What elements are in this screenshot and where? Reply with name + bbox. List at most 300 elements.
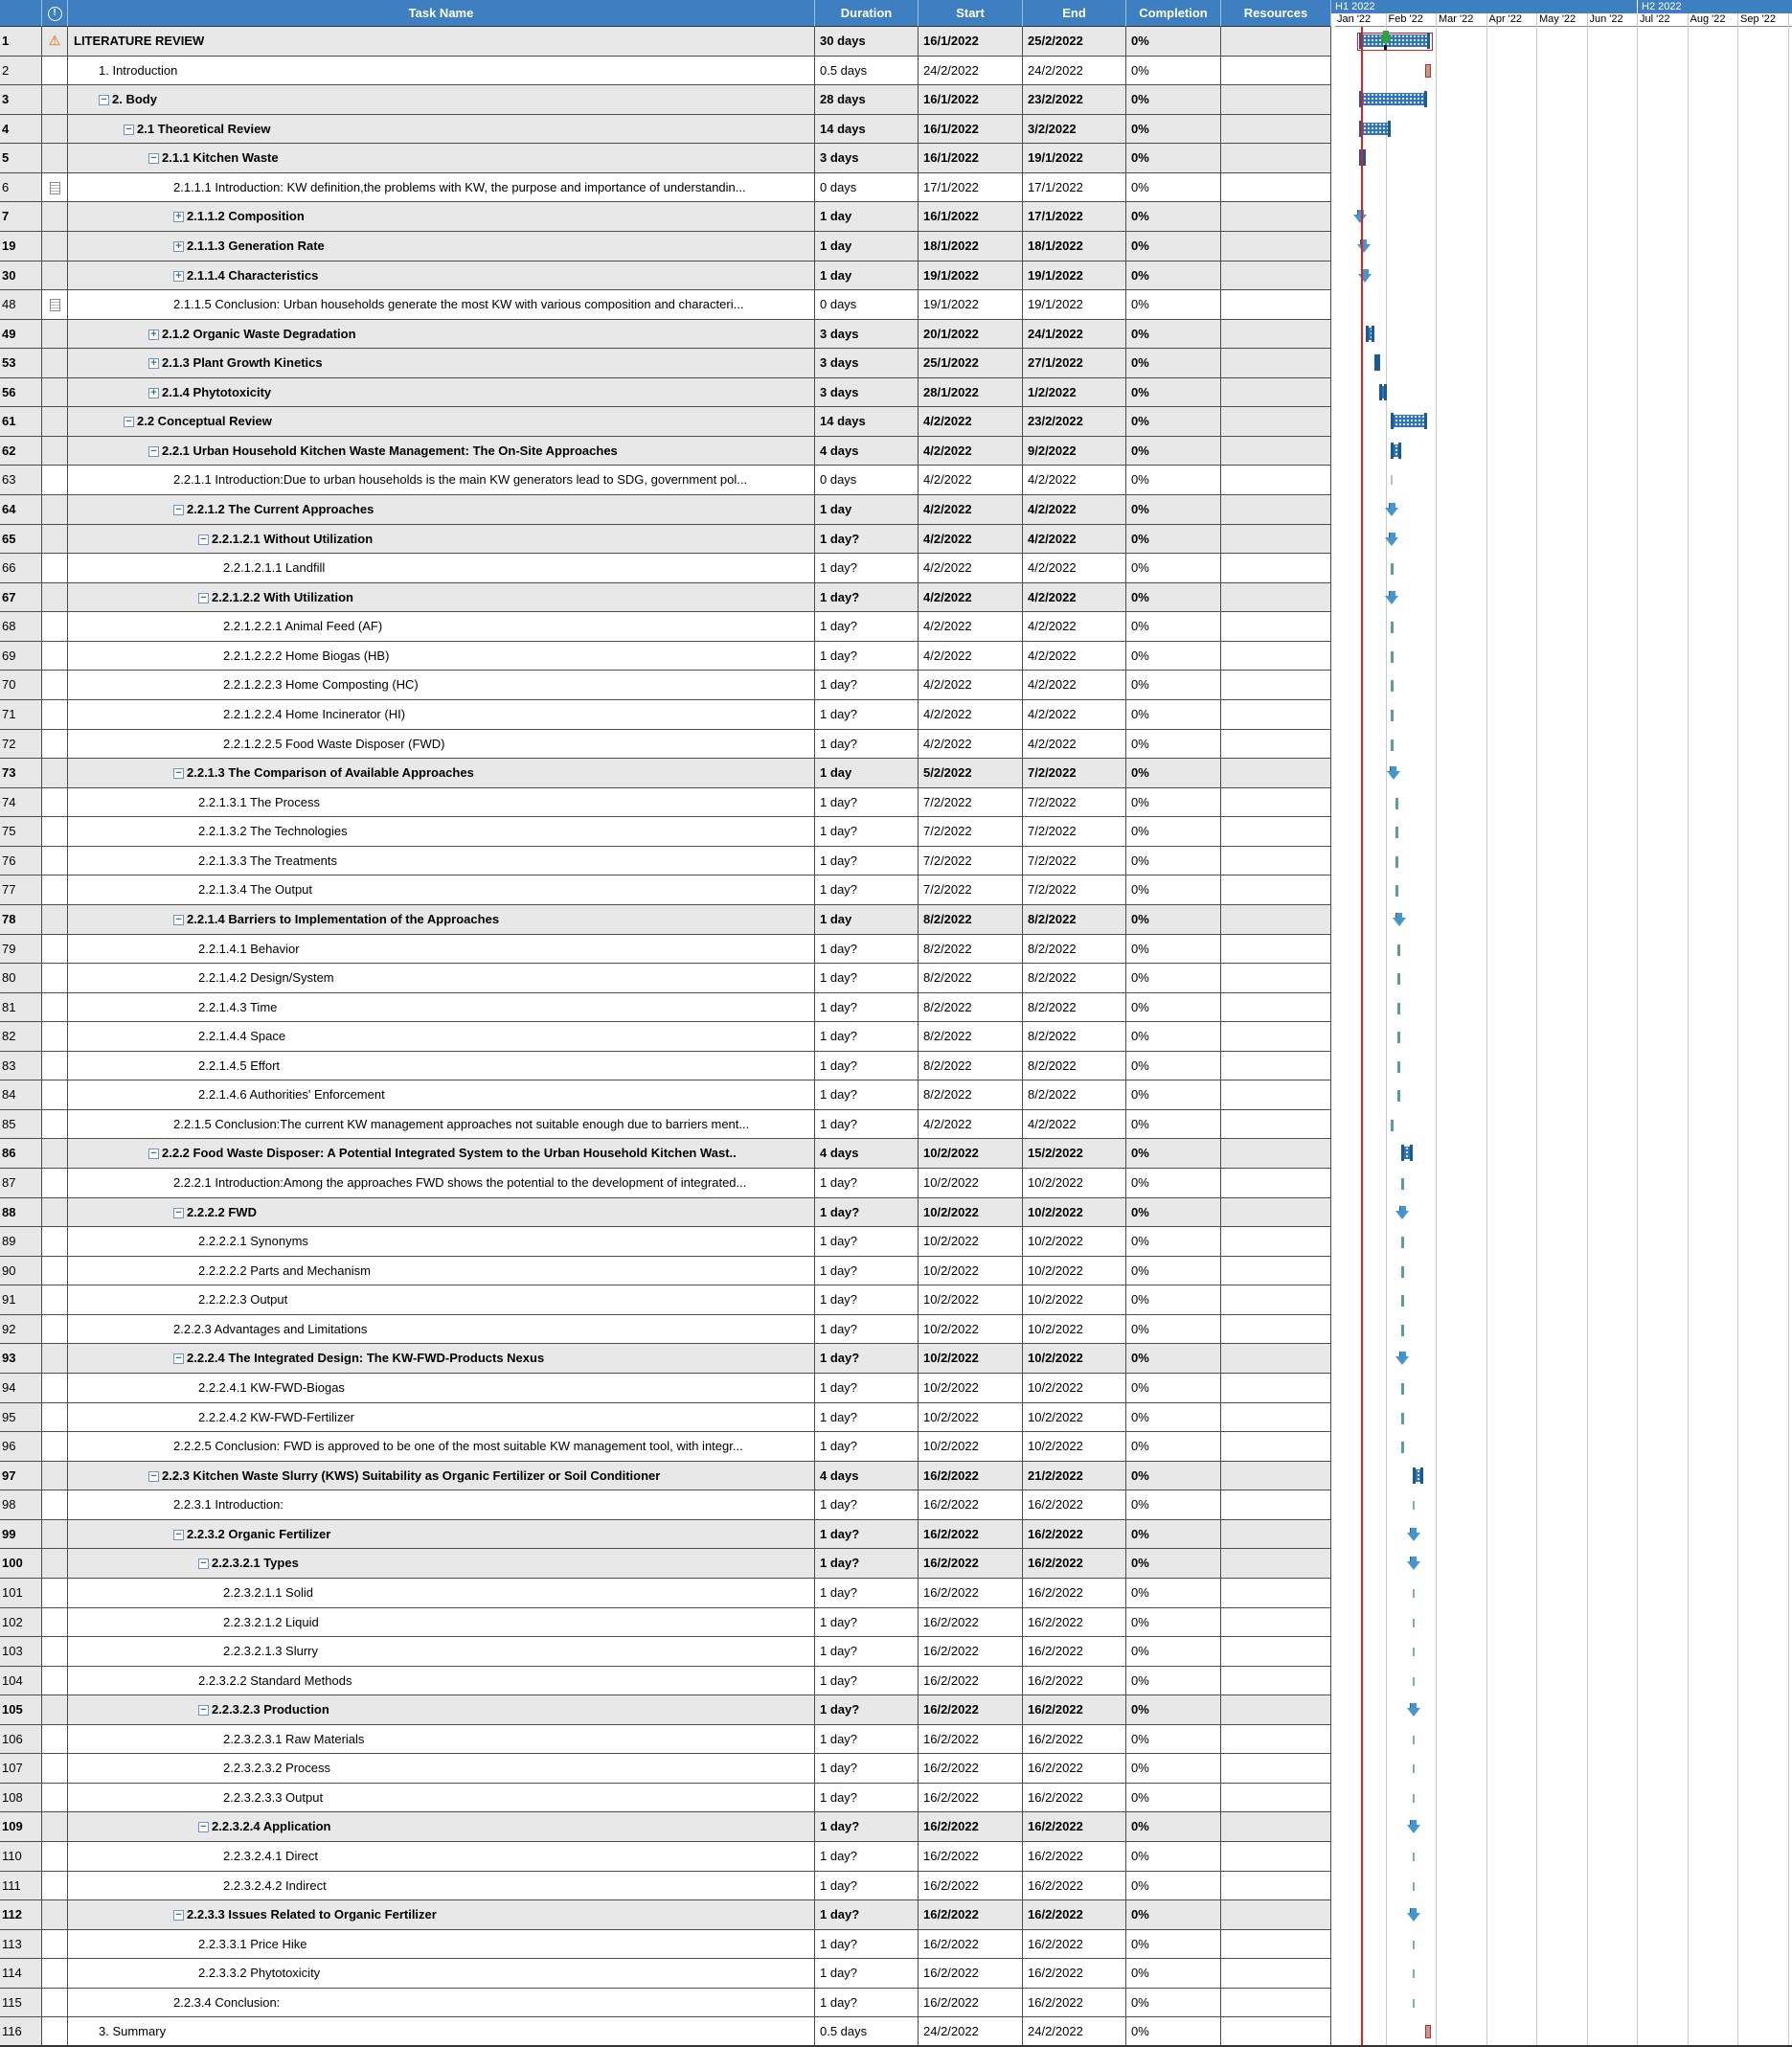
row-number-cell[interactable]: 66 <box>0 554 42 583</box>
row-number-cell[interactable]: 108 <box>0 1784 42 1813</box>
row-number-cell[interactable]: 93 <box>0 1344 42 1374</box>
task-name-cell[interactable]: 2.2.1.4.5 Effort <box>68 1052 815 1081</box>
collapse-icon[interactable]: − <box>148 153 159 164</box>
row-number-cell[interactable]: 61 <box>0 407 42 437</box>
row-number-cell[interactable]: 109 <box>0 1812 42 1842</box>
duration-cell[interactable]: 1 day? <box>815 1842 919 1872</box>
start-date-cell[interactable]: 25/1/2022 <box>919 349 1023 378</box>
end-date-cell[interactable]: 16/2/2022 <box>1023 1900 1126 1930</box>
completion-cell[interactable]: 0% <box>1126 1462 1221 1491</box>
task-name-cell[interactable]: 2.2.1.2.2.3 Home Composting (HC) <box>68 671 815 700</box>
row-number-cell[interactable]: 53 <box>0 349 42 378</box>
resources-cell[interactable] <box>1221 1432 1331 1462</box>
completion-header[interactable]: Completion <box>1126 0 1221 27</box>
duration-cell[interactable]: 1 day? <box>815 817 919 847</box>
task-dash-bar[interactable] <box>1397 1061 1400 1073</box>
duration-cell[interactable]: 1 day? <box>815 1403 919 1433</box>
resources-cell[interactable] <box>1221 115 1331 145</box>
end-date-cell[interactable]: 9/2/2022 <box>1023 437 1126 466</box>
task-name-cell[interactable]: − 2.2.1.4 Barriers to Implementation of the Approaches <box>68 905 815 935</box>
task-name-cell[interactable]: 2.2.2.4.1 KW-FWD-Biogas <box>68 1374 815 1403</box>
collapse-icon[interactable]: − <box>124 125 134 135</box>
start-date-cell[interactable]: 16/1/2022 <box>919 27 1023 57</box>
duration-cell[interactable]: 28 days <box>815 85 919 115</box>
collapsed-task-arrow[interactable] <box>1357 239 1371 253</box>
row-number-cell[interactable]: 106 <box>0 1725 42 1755</box>
expand-icon[interactable]: + <box>148 388 159 398</box>
completion-cell[interactable]: 0% <box>1126 876 1221 905</box>
collapse-icon[interactable]: − <box>198 1822 209 1832</box>
duration-cell[interactable]: 1 day? <box>815 1169 919 1198</box>
task-dash-bar[interactable] <box>1413 1853 1415 1861</box>
start-date-cell[interactable]: 16/2/2022 <box>919 1608 1023 1638</box>
row-number-cell[interactable]: 75 <box>0 817 42 847</box>
duration-cell[interactable]: 1 day? <box>815 583 919 613</box>
task-name-cell[interactable]: 2.2.2.2.1 Synonyms <box>68 1227 815 1257</box>
end-date-cell[interactable]: 8/2/2022 <box>1023 935 1126 965</box>
resources-cell[interactable] <box>1221 1315 1331 1345</box>
resources-cell[interactable] <box>1221 788 1331 818</box>
completion-cell[interactable]: 0% <box>1126 700 1221 730</box>
task-dash-bar[interactable] <box>1413 1999 1415 2008</box>
resources-cell[interactable] <box>1221 232 1331 262</box>
end-date-cell[interactable]: 27/1/2022 <box>1023 349 1126 378</box>
timeline-month-label[interactable]: Mar '22 <box>1436 13 1486 27</box>
completion-cell[interactable]: 0% <box>1126 525 1221 555</box>
end-date-cell[interactable]: 16/2/2022 <box>1023 1490 1126 1520</box>
summary-bar[interactable] <box>1391 444 1401 457</box>
start-date-cell[interactable]: 7/2/2022 <box>919 817 1023 847</box>
completion-cell[interactable]: 0% <box>1126 1285 1221 1315</box>
row-number-cell[interactable]: 82 <box>0 1022 42 1052</box>
collapse-icon[interactable]: − <box>173 505 184 515</box>
duration-cell[interactable]: 1 day? <box>815 554 919 583</box>
end-date-cell[interactable]: 16/2/2022 <box>1023 1812 1126 1842</box>
duration-cell[interactable]: 1 day? <box>815 1725 919 1755</box>
duration-cell[interactable]: 3 days <box>815 378 919 408</box>
resources-cell[interactable] <box>1221 466 1331 495</box>
start-date-cell[interactable]: 16/2/2022 <box>919 1637 1023 1667</box>
row-number-cell[interactable]: 113 <box>0 1930 42 1960</box>
completion-cell[interactable]: 0% <box>1126 788 1221 818</box>
end-date-cell[interactable]: 3/2/2022 <box>1023 115 1126 145</box>
completion-cell[interactable]: 0% <box>1126 1900 1221 1930</box>
row-number-cell[interactable]: 19 <box>0 232 42 262</box>
completion-cell[interactable]: 0% <box>1126 144 1221 173</box>
task-name-cell[interactable]: 2.2.1.4.3 Time <box>68 993 815 1023</box>
collapsed-task-arrow[interactable] <box>1407 1528 1420 1541</box>
completion-cell[interactable]: 0% <box>1126 1608 1221 1638</box>
resources-cell[interactable] <box>1221 1052 1331 1081</box>
duration-cell[interactable]: 1 day? <box>815 1900 919 1930</box>
resources-cell[interactable] <box>1221 1812 1331 1842</box>
task-dash-bar[interactable] <box>1401 1295 1404 1307</box>
task-dash-bar[interactable] <box>1413 1764 1415 1773</box>
completion-cell[interactable]: 0% <box>1126 1695 1221 1725</box>
resources-cell[interactable] <box>1221 57 1331 86</box>
start-date-cell[interactable]: 4/2/2022 <box>919 700 1023 730</box>
end-date-cell[interactable]: 16/2/2022 <box>1023 1725 1126 1755</box>
resources-cell[interactable] <box>1221 817 1331 847</box>
completion-cell[interactable]: 0% <box>1126 115 1221 145</box>
resources-cell[interactable] <box>1221 876 1331 905</box>
row-number-cell[interactable]: 70 <box>0 671 42 700</box>
completion-cell[interactable]: 0% <box>1126 1022 1221 1052</box>
resources-cell[interactable] <box>1221 1872 1331 1901</box>
start-date-cell[interactable]: 10/2/2022 <box>919 1315 1023 1345</box>
resources-cell[interactable] <box>1221 1198 1331 1228</box>
start-header[interactable]: Start <box>919 0 1023 27</box>
resources-cell[interactable] <box>1221 642 1331 671</box>
task-dash-bar[interactable] <box>1413 1677 1415 1686</box>
resources-cell[interactable] <box>1221 1022 1331 1052</box>
end-date-cell[interactable]: 8/2/2022 <box>1023 1052 1126 1081</box>
resources-cell[interactable] <box>1221 730 1331 760</box>
row-number-cell[interactable]: 73 <box>0 759 42 788</box>
duration-cell[interactable]: 4 days <box>815 1462 919 1491</box>
end-date-cell[interactable]: 19/1/2022 <box>1023 262 1126 291</box>
resources-cell[interactable] <box>1221 993 1331 1023</box>
start-date-cell[interactable]: 7/2/2022 <box>919 847 1023 876</box>
start-date-cell[interactable]: 4/2/2022 <box>919 1110 1023 1140</box>
row-number-cell[interactable]: 91 <box>0 1285 42 1315</box>
collapsed-task-arrow[interactable] <box>1407 1908 1420 1922</box>
duration-cell[interactable]: 0 days <box>815 290 919 320</box>
task-name-cell[interactable]: + 2.1.2 Organic Waste Degradation <box>68 320 815 350</box>
expand-icon[interactable]: + <box>173 271 184 282</box>
task-name-cell[interactable]: − 2.2.3 Kitchen Waste Slurry (KWS) Suitability as Organic Fertilizer or Soil Conditioner <box>68 1462 815 1491</box>
completion-cell[interactable]: 0% <box>1126 232 1221 262</box>
completion-cell[interactable]: 0% <box>1126 320 1221 350</box>
end-date-cell[interactable]: 10/2/2022 <box>1023 1374 1126 1403</box>
duration-cell[interactable]: 1 day? <box>815 730 919 760</box>
start-date-cell[interactable]: 10/2/2022 <box>919 1169 1023 1198</box>
completion-cell[interactable]: 0% <box>1126 993 1221 1023</box>
end-date-cell[interactable]: 4/2/2022 <box>1023 730 1126 760</box>
timeline-month-label[interactable]: Jul '22 <box>1637 13 1688 27</box>
task-name-cell[interactable]: + 2.1.1.3 Generation Rate <box>68 232 815 262</box>
end-date-cell[interactable]: 1/2/2022 <box>1023 378 1126 408</box>
resources-cell[interactable] <box>1221 964 1331 993</box>
resources-cell[interactable] <box>1221 759 1331 788</box>
completion-cell[interactable]: 0% <box>1126 1549 1221 1579</box>
resources-cell[interactable] <box>1221 1608 1331 1638</box>
row-number-cell[interactable]: 111 <box>0 1872 42 1901</box>
start-date-cell[interactable]: 8/2/2022 <box>919 1080 1023 1110</box>
end-date-cell[interactable]: 16/2/2022 <box>1023 1637 1126 1667</box>
resources-cell[interactable] <box>1221 554 1331 583</box>
collapsed-task-arrow[interactable] <box>1385 591 1398 604</box>
completion-cell[interactable]: 0% <box>1126 1989 1221 2018</box>
completion-cell[interactable]: 0% <box>1126 202 1221 232</box>
duration-cell[interactable]: 1 day <box>815 232 919 262</box>
end-date-cell[interactable]: 10/2/2022 <box>1023 1257 1126 1286</box>
summary-bar[interactable] <box>1391 415 1427 427</box>
collapse-icon[interactable]: − <box>99 95 109 105</box>
resources-cell[interactable] <box>1221 1549 1331 1579</box>
completion-cell[interactable]: 0% <box>1126 935 1221 965</box>
end-date-cell[interactable]: 10/2/2022 <box>1023 1315 1126 1345</box>
start-date-cell[interactable]: 10/2/2022 <box>919 1198 1023 1228</box>
end-date-cell[interactable]: 19/1/2022 <box>1023 144 1126 173</box>
task-name-cell[interactable]: 2.2.1.3.2 The Technologies <box>68 817 815 847</box>
task-dash-bar[interactable] <box>1397 1090 1400 1102</box>
start-date-cell[interactable]: 16/2/2022 <box>919 1842 1023 1872</box>
summary-bar[interactable] <box>1359 123 1391 135</box>
resources-cell[interactable] <box>1221 1695 1331 1725</box>
timeline-month-label[interactable]: Apr '22 <box>1486 13 1537 27</box>
task-name-cell[interactable]: 2.2.3.2.4.1 Direct <box>68 1842 815 1872</box>
timeline-month-label[interactable]: Jan '22 <box>1335 13 1386 27</box>
resources-cell[interactable] <box>1221 1667 1331 1696</box>
start-date-cell[interactable]: 16/2/2022 <box>919 1930 1023 1960</box>
completion-cell[interactable]: 0% <box>1126 847 1221 876</box>
end-date-cell[interactable]: 4/2/2022 <box>1023 525 1126 555</box>
duration-cell[interactable]: 0 days <box>815 173 919 203</box>
start-date-cell[interactable]: 19/1/2022 <box>919 290 1023 320</box>
end-date-cell[interactable]: 16/2/2022 <box>1023 1754 1126 1784</box>
duration-cell[interactable]: 1 day? <box>815 1285 919 1315</box>
task-name-cell[interactable]: 1. Introduction <box>68 57 815 86</box>
start-date-cell[interactable]: 20/1/2022 <box>919 320 1023 350</box>
end-date-cell[interactable]: 10/2/2022 <box>1023 1198 1126 1228</box>
task-name-cell[interactable]: 2.1.1.1 Introduction: KW definition,the problems with KW, the purpose and importance of understandin... <box>68 173 815 203</box>
duration-cell[interactable]: 1 day? <box>815 1344 919 1374</box>
completion-cell[interactable]: 0% <box>1126 349 1221 378</box>
task-name-cell[interactable]: 2.2.3.2.1.3 Slurry <box>68 1637 815 1667</box>
duration-cell[interactable]: 1 day? <box>815 1667 919 1696</box>
start-date-cell[interactable]: 8/2/2022 <box>919 1052 1023 1081</box>
task-name-cell[interactable]: − 2.2.1.2.1 Without Utilization <box>68 525 815 555</box>
task-name-cell[interactable]: 2.2.3.2.4.2 Indirect <box>68 1872 815 1901</box>
row-number-cell[interactable]: 6 <box>0 173 42 203</box>
resources-cell[interactable] <box>1221 85 1331 115</box>
start-date-cell[interactable]: 4/2/2022 <box>919 407 1023 437</box>
row-number-cell[interactable]: 97 <box>0 1462 42 1491</box>
task-name-cell[interactable]: − 2.2.1 Urban Household Kitchen Waste Management: The On-Site Approaches <box>68 437 815 466</box>
start-date-cell[interactable]: 8/2/2022 <box>919 993 1023 1023</box>
task-name-cell[interactable]: 2.2.2.2.2 Parts and Mechanism <box>68 1257 815 1286</box>
row-number-cell[interactable]: 100 <box>0 1549 42 1579</box>
expand-icon[interactable]: + <box>148 358 159 369</box>
duration-cell[interactable]: 1 day? <box>815 671 919 700</box>
task-dash-bar[interactable] <box>1413 1589 1415 1598</box>
end-date-cell[interactable]: 17/1/2022 <box>1023 202 1126 232</box>
completion-cell[interactable]: 0% <box>1126 290 1221 320</box>
end-date-cell[interactable]: 19/1/2022 <box>1023 290 1126 320</box>
end-date-cell[interactable]: 4/2/2022 <box>1023 554 1126 583</box>
row-number-cell[interactable]: 1 <box>0 27 42 57</box>
start-date-cell[interactable]: 16/2/2022 <box>919 1725 1023 1755</box>
completion-cell[interactable]: 0% <box>1126 1754 1221 1784</box>
duration-cell[interactable]: 1 day? <box>815 964 919 993</box>
collapsed-task-arrow[interactable] <box>1387 766 1400 780</box>
task-dash-bar[interactable] <box>1391 563 1394 575</box>
expand-icon[interactable]: + <box>173 212 184 222</box>
completion-cell[interactable]: 0% <box>1126 1872 1221 1901</box>
task-dash-bar[interactable] <box>1391 622 1394 633</box>
start-date-cell[interactable]: 17/1/2022 <box>919 173 1023 203</box>
row-number-cell[interactable]: 67 <box>0 583 42 613</box>
completion-cell[interactable]: 0% <box>1126 554 1221 583</box>
completion-cell[interactable]: 0% <box>1126 1490 1221 1520</box>
row-number-cell[interactable]: 78 <box>0 905 42 935</box>
task-dash-bar[interactable] <box>1413 1501 1415 1510</box>
row-number-cell[interactable]: 87 <box>0 1169 42 1198</box>
completion-cell[interactable]: 0% <box>1126 671 1221 700</box>
collapsed-task-arrow[interactable] <box>1407 1557 1420 1570</box>
duration-cell[interactable]: 1 day? <box>815 1784 919 1813</box>
resources-cell[interactable] <box>1221 671 1331 700</box>
collapsed-task-arrow[interactable] <box>1385 503 1398 516</box>
task-dash-bar[interactable] <box>1395 885 1398 897</box>
task-name-cell[interactable]: 2.2.1.2.2.1 Animal Feed (AF) <box>68 612 815 642</box>
resources-cell[interactable] <box>1221 583 1331 613</box>
end-date-cell[interactable]: 21/2/2022 <box>1023 1462 1126 1491</box>
start-date-cell[interactable]: 19/1/2022 <box>919 262 1023 291</box>
completion-cell[interactable]: 0% <box>1126 1432 1221 1462</box>
end-date-cell[interactable]: 16/2/2022 <box>1023 1842 1126 1872</box>
resources-header[interactable]: Resources <box>1221 0 1331 27</box>
resources-cell[interactable] <box>1221 262 1331 291</box>
resources-cell[interactable] <box>1221 525 1331 555</box>
duration-cell[interactable]: 1 day? <box>815 876 919 905</box>
row-number-cell[interactable]: 80 <box>0 964 42 993</box>
end-date-cell[interactable]: 16/2/2022 <box>1023 1549 1126 1579</box>
end-date-cell[interactable]: 17/1/2022 <box>1023 173 1126 203</box>
duration-cell[interactable]: 1 day? <box>815 1637 919 1667</box>
resources-cell[interactable] <box>1221 1959 1331 1989</box>
row-number-cell[interactable]: 115 <box>0 1989 42 2018</box>
end-date-cell[interactable]: 16/2/2022 <box>1023 1579 1126 1608</box>
duration-cell[interactable]: 1 day? <box>815 1198 919 1228</box>
end-date-cell[interactable]: 8/2/2022 <box>1023 905 1126 935</box>
start-date-cell[interactable]: 10/2/2022 <box>919 1432 1023 1462</box>
start-date-cell[interactable]: 10/2/2022 <box>919 1285 1023 1315</box>
row-number-cell[interactable]: 104 <box>0 1667 42 1696</box>
task-dash-bar[interactable] <box>1413 1736 1415 1744</box>
expand-icon[interactable]: + <box>173 241 184 252</box>
duration-cell[interactable]: 1 day? <box>815 1490 919 1520</box>
end-date-cell[interactable]: 16/2/2022 <box>1023 1959 1126 1989</box>
task-name-cell[interactable]: 2.2.3.2.3.1 Raw Materials <box>68 1725 815 1755</box>
task-name-cell[interactable]: − 2.2.1.2.2 With Utilization <box>68 583 815 613</box>
task-name-header[interactable]: Task Name <box>68 0 815 27</box>
completion-cell[interactable]: 0% <box>1126 57 1221 86</box>
task-name-cell[interactable]: 2.2.2.2.3 Output <box>68 1285 815 1315</box>
start-date-cell[interactable]: 10/2/2022 <box>919 1139 1023 1169</box>
resources-cell[interactable] <box>1221 202 1331 232</box>
row-number-cell[interactable]: 68 <box>0 612 42 642</box>
task-name-cell[interactable]: + 2.1.1.2 Composition <box>68 202 815 232</box>
completion-cell[interactable]: 0% <box>1126 1169 1221 1198</box>
start-date-cell[interactable]: 16/2/2022 <box>919 1989 1023 2018</box>
start-date-cell[interactable]: 16/2/2022 <box>919 1959 1023 1989</box>
duration-cell[interactable]: 14 days <box>815 115 919 145</box>
duration-cell[interactable]: 1 day? <box>815 1110 919 1140</box>
duration-cell[interactable]: 0.5 days <box>815 57 919 86</box>
duration-cell[interactable]: 3 days <box>815 349 919 378</box>
collapsed-task-arrow[interactable] <box>1395 1352 1409 1365</box>
start-date-cell[interactable]: 28/1/2022 <box>919 378 1023 408</box>
end-date-cell[interactable]: 4/2/2022 <box>1023 466 1126 495</box>
collapsed-task-arrow[interactable] <box>1395 1206 1409 1219</box>
start-date-cell[interactable]: 4/2/2022 <box>919 730 1023 760</box>
end-date-cell[interactable]: 24/2/2022 <box>1023 57 1126 86</box>
row-number-cell[interactable]: 96 <box>0 1432 42 1462</box>
end-date-cell[interactable]: 10/2/2022 <box>1023 1227 1126 1257</box>
row-number-cell[interactable]: 48 <box>0 290 42 320</box>
completion-cell[interactable]: 0% <box>1126 583 1221 613</box>
task-name-cell[interactable]: 2.2.1.2.2.2 Home Biogas (HB) <box>68 642 815 671</box>
duration-cell[interactable]: 1 day? <box>815 1315 919 1345</box>
task-dash-bar[interactable] <box>1391 651 1394 663</box>
row-number-cell[interactable]: 92 <box>0 1315 42 1345</box>
resources-cell[interactable] <box>1221 1169 1331 1198</box>
start-date-cell[interactable]: 4/2/2022 <box>919 437 1023 466</box>
summary-bar[interactable] <box>1401 1147 1412 1159</box>
row-number-cell[interactable]: 95 <box>0 1403 42 1433</box>
end-date-cell[interactable]: 10/2/2022 <box>1023 1432 1126 1462</box>
completion-cell[interactable]: 0% <box>1126 612 1221 642</box>
start-date-cell[interactable]: 16/2/2022 <box>919 1872 1023 1901</box>
expand-icon[interactable]: + <box>148 330 159 340</box>
row-number-cell[interactable]: 107 <box>0 1754 42 1784</box>
duration-cell[interactable]: 1 day <box>815 495 919 525</box>
resources-cell[interactable] <box>1221 349 1331 378</box>
end-date-cell[interactable]: 4/2/2022 <box>1023 583 1126 613</box>
task-name-cell[interactable]: − 2. Body <box>68 85 815 115</box>
end-date-cell[interactable]: 23/2/2022 <box>1023 407 1126 437</box>
row-number-cell[interactable]: 103 <box>0 1637 42 1667</box>
completion-cell[interactable]: 0% <box>1126 1198 1221 1228</box>
task-dash-bar[interactable] <box>1401 1325 1404 1336</box>
row-number-cell[interactable]: 4 <box>0 115 42 145</box>
task-name-cell[interactable]: 2.2.1.4.2 Design/System <box>68 964 815 993</box>
end-date-cell[interactable]: 16/2/2022 <box>1023 1872 1126 1901</box>
completion-cell[interactable]: 0% <box>1126 1520 1221 1550</box>
duration-cell[interactable]: 1 day? <box>815 612 919 642</box>
end-date-cell[interactable]: 7/2/2022 <box>1023 817 1126 847</box>
resources-cell[interactable] <box>1221 1490 1331 1520</box>
resources-cell[interactable] <box>1221 1344 1331 1374</box>
completion-cell[interactable]: 0% <box>1126 1374 1221 1403</box>
start-date-cell[interactable]: 4/2/2022 <box>919 612 1023 642</box>
task-dash-bar[interactable] <box>1413 1648 1415 1656</box>
row-number-cell[interactable]: 71 <box>0 700 42 730</box>
resources-cell[interactable] <box>1221 1842 1331 1872</box>
resources-cell[interactable] <box>1221 407 1331 437</box>
timeline-month-label[interactable]: Feb '22 <box>1386 13 1437 27</box>
row-number-cell[interactable]: 2 <box>0 57 42 86</box>
duration-cell[interactable]: 1 day? <box>815 1608 919 1638</box>
resources-cell[interactable] <box>1221 2017 1331 2047</box>
duration-cell[interactable]: 30 days <box>815 27 919 57</box>
end-date-cell[interactable]: 4/2/2022 <box>1023 1110 1126 1140</box>
row-number-cell[interactable]: 105 <box>0 1695 42 1725</box>
duration-cell[interactable]: 3 days <box>815 320 919 350</box>
duration-header[interactable]: Duration <box>815 0 919 27</box>
start-date-cell[interactable]: 16/1/2022 <box>919 85 1023 115</box>
task-name-cell[interactable]: 2.2.1.4.1 Behavior <box>68 935 815 965</box>
collapse-icon[interactable]: − <box>198 534 209 545</box>
completion-cell[interactable]: 0% <box>1126 1052 1221 1081</box>
task-name-cell[interactable]: 2.2.1.3.4 The Output <box>68 876 815 905</box>
resources-cell[interactable] <box>1221 1637 1331 1667</box>
task-name-cell[interactable]: + 2.1.3 Plant Growth Kinetics <box>68 349 815 378</box>
duration-cell[interactable]: 1 day? <box>815 1549 919 1579</box>
duration-cell[interactable]: 1 day? <box>815 1579 919 1608</box>
